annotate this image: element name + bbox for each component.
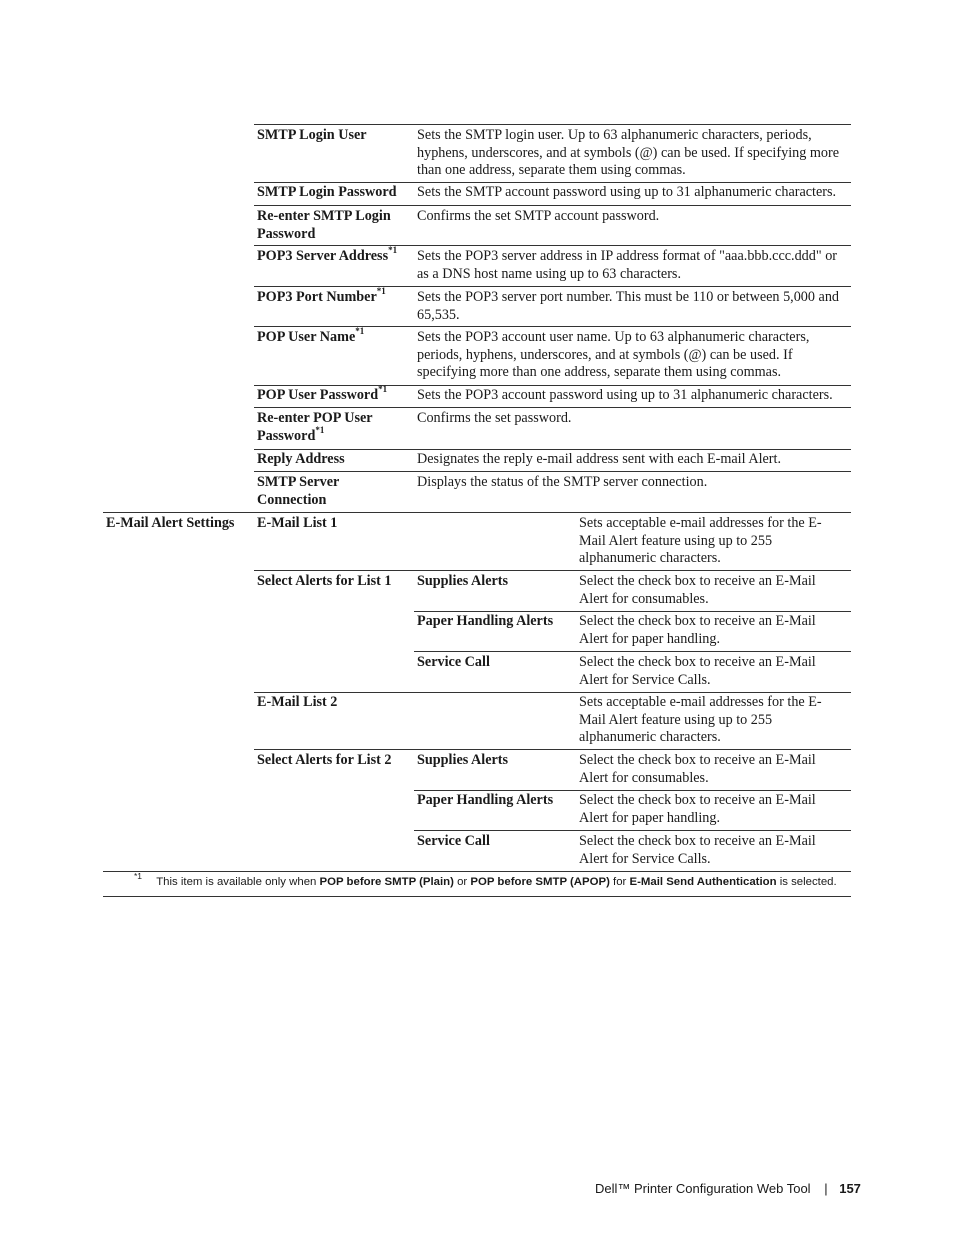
row-rule [254, 385, 851, 386]
setting-description: Confirms the set password. [417, 410, 572, 426]
section-label: E-Mail Alert Settings [106, 515, 235, 531]
setting-description: Confirms the set SMTP account password. [417, 208, 660, 224]
row-rule [254, 205, 851, 206]
setting-label [257, 245, 413, 266]
setting-description: Sets the POP3 server port number. This must be 110 or between 5,000 and 65,535. [417, 289, 840, 323]
label-text: POP3 Server Address [257, 248, 389, 264]
label-text: POP3 Port Number [257, 289, 377, 305]
row-rule [254, 570, 851, 571]
sub-setting-label: Service Call [417, 833, 490, 849]
setting-description: Displays the status of the SMTP server connection. [417, 474, 708, 490]
footnote-text: or [453, 876, 471, 888]
page-footer [595, 1180, 861, 1198]
setting-description: Sets the SMTP login user. Up to 63 alphanumeric characters, periods, hyphens, underscores, and at symbols (@) can be used. If specifying more than one address, separate them using commas. [417, 127, 840, 178]
setting-description: Sets the POP3 account user name. Up to 63 alphanumeric characters, periods, hyphens, underscores, and at symbols (@) can be used. If specifying more than one address, separate them using commas. [417, 329, 810, 380]
label-text: Re-enter POP User Password [257, 410, 373, 444]
row-rule [414, 611, 851, 612]
setting-label: E-Mail List 2 [257, 694, 338, 710]
row-rule [414, 830, 851, 831]
row-rule [254, 182, 851, 183]
footnote [134, 871, 837, 889]
row-rule [254, 245, 851, 246]
footnote-marker: *1 [388, 245, 398, 256]
page-number: 157 [839, 1181, 861, 1196]
setting-label: Reply Address [257, 451, 345, 467]
table-bottom-rule [103, 871, 851, 872]
row-rule [414, 790, 851, 791]
sub-setting-label: Paper Handling Alerts [417, 792, 554, 808]
setting-label: SMTP Server Connection [257, 474, 340, 508]
row-rule [254, 749, 851, 750]
row-rule [414, 651, 851, 652]
row-rule [254, 407, 851, 408]
sub-setting-label: Service Call [417, 654, 490, 670]
setting-label: E-Mail List 1 [257, 515, 338, 531]
setting-description: Select the check box to receive an E-Mail Alert for Service Calls. [579, 654, 816, 688]
footnote-text: This item is available only when [156, 876, 320, 888]
footnote-marker: *1 [376, 286, 386, 297]
setting-label: Select Alerts for List 1 [257, 573, 392, 589]
table-top-rule [254, 124, 851, 125]
setting-label [257, 410, 392, 445]
setting-label [257, 326, 413, 347]
setting-label [257, 286, 413, 307]
row-rule [254, 326, 851, 327]
section-rule [103, 512, 851, 513]
setting-description: Sets the POP3 server address in IP address format of "aaa.bbb.ccc.ddd" or as a DNS host name using up to 63 characters. [417, 248, 838, 282]
setting-label: Select Alerts for List 2 [257, 752, 392, 768]
footnote-marker: *1 [315, 424, 325, 435]
sub-setting-label: Paper Handling Alerts [417, 613, 554, 629]
row-rule [254, 449, 851, 450]
setting-label [257, 384, 413, 405]
row-rule [254, 471, 851, 472]
setting-description: Sets the SMTP account password using up to 31 alphanumeric characters. [417, 184, 837, 200]
setting-description: Select the check box to receive an E-Mail Alert for paper handling. [579, 613, 816, 647]
setting-description: Designates the reply e-mail address sent with each E-mail Alert. [417, 451, 782, 467]
setting-description: Sets the POP3 account password using up to 31 alphanumeric characters. [417, 387, 833, 403]
sub-setting-label: Supplies Alerts [417, 752, 509, 768]
row-rule [254, 692, 851, 693]
setting-label: SMTP Login Password [257, 184, 397, 200]
sub-setting-label: Supplies Alerts [417, 573, 509, 589]
footnote-option-apop: POP before SMTP (APOP) [470, 876, 610, 888]
footnote-text: for [609, 876, 630, 888]
label-text: POP User Password [257, 387, 379, 403]
setting-description: Select the check box to receive an E-Mail Alert for consumables. [579, 573, 816, 607]
footnote-setting-name: E-Mail Send Authentication [629, 876, 777, 888]
setting-label: Re-enter SMTP Login Password [257, 208, 391, 242]
setting-label: SMTP Login User [257, 127, 367, 143]
setting-description: Sets acceptable e-mail addresses for the E-Mail Alert feature using up to 255 alphanumeric characters. [579, 694, 822, 745]
footnote-text: is selected. [776, 876, 837, 888]
setting-description: Select the check box to receive an E-Mail Alert for consumables. [579, 752, 816, 786]
setting-description: Sets acceptable e-mail addresses for the E-Mail Alert feature using up to 255 alphanumeric characters. [579, 515, 822, 566]
label-text: POP User Name [257, 329, 356, 345]
setting-description: Select the check box to receive an E-Mail Alert for Service Calls. [579, 833, 816, 867]
footer-separator: | [824, 1181, 828, 1196]
setting-description: Select the check box to receive an E-Mail Alert for paper handling. [579, 792, 816, 826]
footnote-marker: *1 [378, 384, 388, 395]
footnote-marker: *1 [355, 326, 365, 337]
footnote-mark: *1 [134, 871, 143, 882]
footnote-option-plain: POP before SMTP (Plain) [319, 876, 454, 888]
row-rule [254, 286, 851, 287]
footnote-rule [103, 896, 851, 897]
footer-title: Dell™ Printer Configuration Web Tool [595, 1181, 811, 1196]
